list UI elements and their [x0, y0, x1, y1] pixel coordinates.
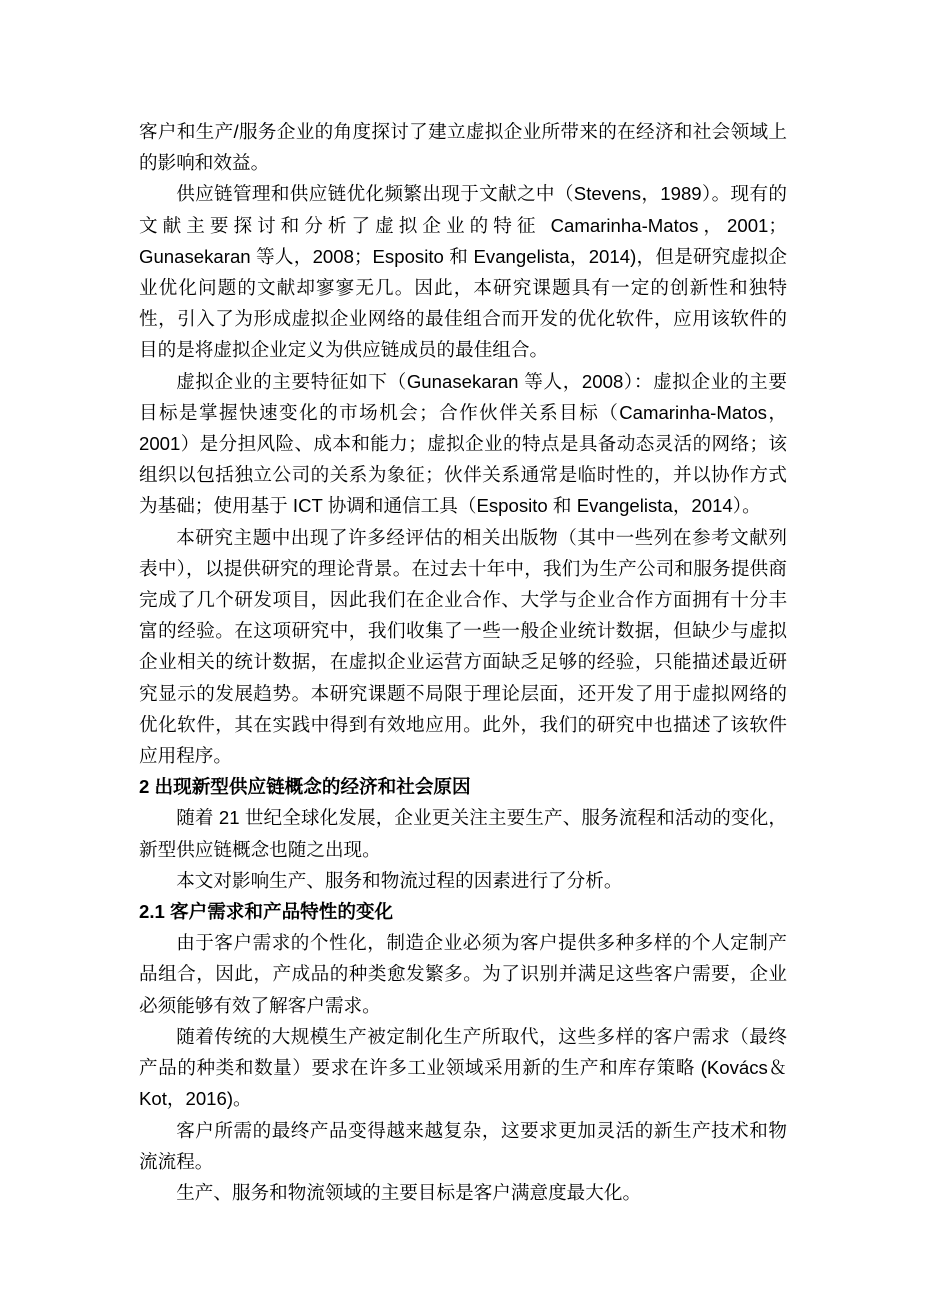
- paragraph: 由于客户需求的个性化，制造企业必须为客户提供多种多样的个人定制产品组合，因此，产成品的种类愈发繁多。为了识别并满足这些客户需要，企业必须能够有效了解客户需求。: [139, 932, 787, 1016]
- paragraph: 随着传统的大规模生产被定制化生产所取代，这些多样的客户需求（最终产品的种类和数量）要求在许多工业领域采用新的生产和库存策略 (Kovács＆Kot，2016)。: [139, 1025, 787, 1110]
- document-text-block: [139, 116, 787, 1208]
- subsection-heading-2-1: 2.1 客户需求和产品特性的变化: [139, 901, 394, 923]
- paragraph: 随着 21 世纪全球化发展，企业更关注主要生产、服务流程和活动的变化，新型供应链概念也随之出现。: [139, 807, 787, 860]
- paragraph: 供应链管理和供应链优化频繁出现于文献之中（Stevens，1989）。现有的文献主要探讨和分析了虚拟企业的特征 Camarinha-Matos，2001；Gunasekaran 等人，2008；Esposito 和 Evangelista，2014)，但是研究虚拟企业优化问题的文献却寥寥无几。因此，本研究课题具有一定的创新性和独特性，引入了为形成虚拟企业网络的最佳组合而开发的优化软件，应用该软件的目的是将虚拟企业定义为供应链成员的最佳组合。: [139, 183, 787, 361]
- paragraph: 生产、服务和物流领域的主要目标是客户满意度最大化。: [176, 1181, 642, 1203]
- paragraph: 客户所需的最终产品变得越来越复杂，这要求更加灵活的新生产技术和物流流程。: [139, 1119, 787, 1172]
- paragraph: 虚拟企业的主要特征如下（Gunasekaran 等人，2008）：虚拟企业的主要目标是掌握快速变化的市场机会；合作伙伴关系目标（Camarinha-Matos，2001）是分担风险、成本和能力；虚拟企业的特点是具备动态灵活的网络；该组织以包括独立公司的关系为象征；伙伴关系通常是临时性的，并以协作方式为基础；使用基于 ICT 协调和通信工具（Esposito 和 Evangelista，2014）。: [139, 370, 787, 517]
- section-heading-2: 2 出现新型供应链概念的经济和社会原因: [139, 776, 471, 798]
- paragraph-continuation: 客户和生产/服务企业的角度探讨了建立虚拟企业所带来的在经济和社会领域上的影响和效益。: [139, 121, 787, 174]
- paragraph: 本研究主题中出现了许多经评估的相关出版物（其中一些列在参考文献列表中），以提供研究的理论背景。在过去十年中，我们为生产公司和服务提供商完成了几个研发项目，因此我们在企业合作、大学与企业合作方面拥有十分丰富的经验。在这项研究中，我们收集了一些一般企业统计数据，但缺少与虚拟企业相关的统计数据，在虚拟企业运营方面缺乏足够的经验，只能描述最近研究显示的发展趋势。本研究课题不局限于理论层面，还开发了用于虚拟网络的优化软件，其在实践中得到有效地应用。此外，我们的研究中也描述了该软件应用程序。: [139, 526, 787, 767]
- paragraph: 本文对影响生产、服务和物流过程的因素进行了分析。: [176, 869, 623, 891]
